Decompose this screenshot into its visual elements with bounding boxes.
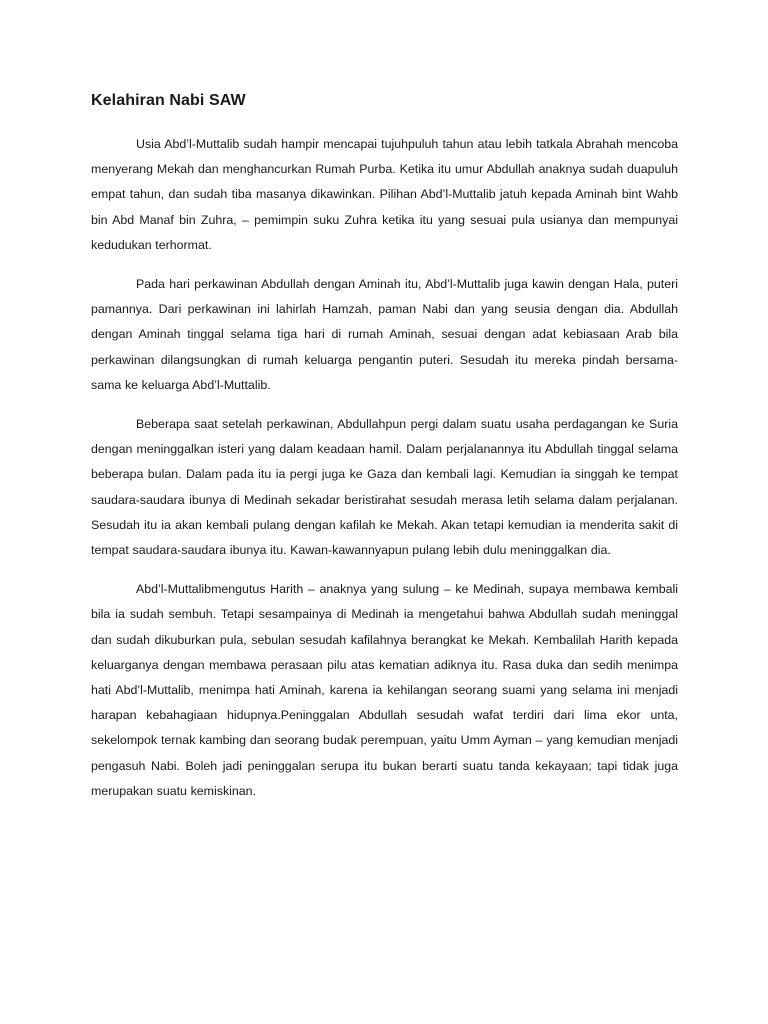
paragraph-4: Abd’l-Muttalibmengutus Harith – anaknya yang sulung – ke Medinah, supaya membawa kembali bila ia sudah sembuh. Tetapi sesampainya di Medinah ia mengetahui bahwa Abdullah sudah meninggal dan sudah dikuburkan pula, sebulan sesudah kafilahnya berangkat ke Mekah. Kembalilah Harith kepada keluarganya dengan membawa perasaan pilu atas kematian adiknya itu. Rasa duka dan sedih menimpa hati Abd’l-Muttalib, menimpa hati Aminah, karena ia kehilangan seorang suami yang selama ini menjadi harapan kebahagiaan hidupnya.Peninggalan Abdullah sesudah wafat terdiri dari lima ekor unta, sekelompok ternak kambing dan seorang budak perempuan, yaitu Umm Ayman – yang kemudian menjadi pengasuh Nabi. Boleh jadi peninggalan serupa itu bukan berarti suatu tanda kekayaan; tapi tidak juga merupakan suatu kemiskinan.	[91, 582, 678, 798]
document-title: Kelahiran Nabi SAW	[91, 92, 246, 109]
document-body	[91, 90, 678, 818]
paragraph-2: Pada hari perkawinan Abdullah dengan Aminah itu, Abd’l-Muttalib juga kawin dengan Hala, puteri pamannya. Dari perkawinan ini lahirlah Hamzah, paman Nabi dan yang seusia dengan dia. Abdullah dengan Aminah tinggal selama tiga hari di rumah Aminah, sesuai dengan adat kebiasaan Arab bila perkawinan dilangsungkan di rumah keluarga pengantin puteri. Sesudah itu mereka pindah bersama-sama ke keluarga Abd’l-Muttalib.	[91, 277, 678, 392]
paragraph-1: Usia Abd’l-Muttalib sudah hampir mencapai tujuhpuluh tahun atau lebih tatkala Abrahah mencoba menyerang Mekah dan menghancurkan Rumah Purba. Ketika itu umur Abdullah anaknya sudah duapuluh empat tahun, dan sudah tiba masanya dikawinkan. Pilihan Abd’l-Muttalib jatuh kepada Aminah bint Wahb bin Abd Manaf bin Zuhra, – pemimpin suku Zuhra ketika itu yang sesuai pula usianya dan mempunyai kedudukan terhormat.	[91, 137, 678, 252]
paragraph-3: Beberapa saat setelah perkawinan, Abdullahpun pergi dalam suatu usaha perdagangan ke Suria dengan meninggalkan isteri yang dalam keadaan hamil. Dalam perjalanannya itu Abdullah tinggal selama beberapa bulan. Dalam pada itu ia pergi juga ke Gaza dan kembali lagi. Kemudian ia singgah ke tempat saudara-saudara ibunya di Medinah sekadar beristirahat sesudah merasa letih selama dalam perjalanan. Sesudah itu ia akan kembali pulang dengan kafilah ke Mekah. Akan tetapi kemudian ia menderita sakit di tempat saudara-saudara ibunya itu. Kawan-kawannyapun pulang lebih dulu meninggalkan dia.	[91, 417, 678, 558]
